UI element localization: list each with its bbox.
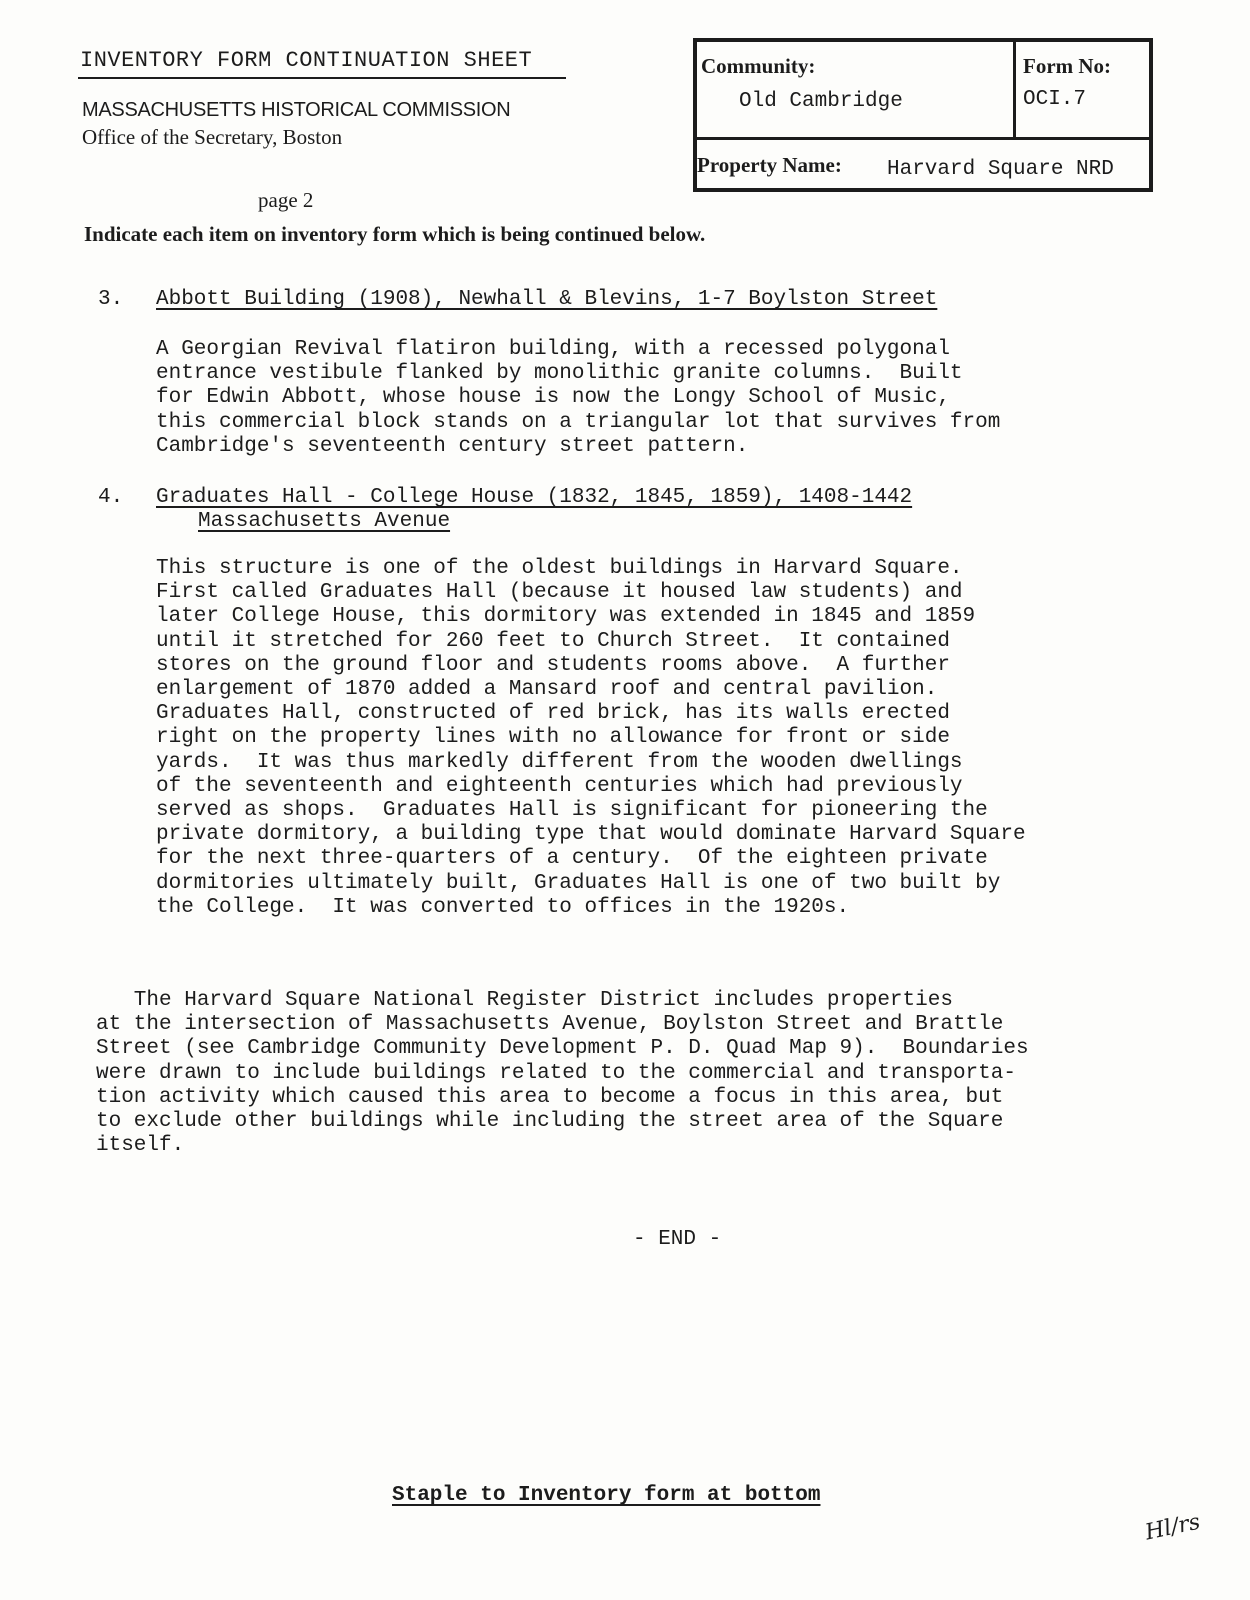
form-no-label: Form No: — [1023, 54, 1112, 78]
handwritten-initials: Hl/rs — [1143, 1509, 1203, 1546]
instruction-text: Indicate each item on inventory form which is being continued below. — [84, 222, 706, 246]
item-paragraph: A Georgian Revival flatiron building, with a recessed polygonal entrance vestibule flanked by monolithic granite columns. Built for Edwin Abbott, whose house is now the Longy School of Music, this commercial block stands on a triangular lot that survives from Cambridge's seventeenth century street pattern. — [156, 338, 1001, 458]
item-number: 4. — [98, 486, 124, 509]
item-heading-continuation: Massachusetts Avenue — [198, 510, 451, 533]
end-mark: - END - — [633, 1228, 722, 1251]
community-value: Old Cambridge — [739, 90, 903, 113]
property-name-label: Property Name: — [697, 153, 842, 177]
header-info-box — [693, 38, 1153, 192]
form-title-underline — [78, 77, 566, 79]
item-heading: Abbott Building (1908), Newhall & Blevins, 1-7 Boylston Street — [156, 288, 938, 311]
item-paragraph: This structure is one of the oldest buildings in Harvard Square. First called Graduates Hall (because it housed law students) and later College House, this dormitory was extended in 1845 and 1859 until it stretched for 260 feet to Church Street. It contained stores on the ground floor and students rooms above. A further enlargement of 1870 added a Mansard roof and central pavilion. Graduates Hall, constructed of red brick, has its walls erected right on the property lines with no allowance for front or side yards. It was thus markedly different from the wooden dwellings of the seventeenth and eighteenth centuries which had previously served as shops. Graduates Hall is significant for pioneering the private dormitory, a building type that would dominate Harvard Square for the next three-quarters of a century. Of the eighteen private dormitories ultimately built, Graduates Hall is one of two built by the College. It was converted to offices in the 1920s. — [156, 557, 1026, 919]
item-heading: Graduates Hall - College House (1832, 1845, 1859), 1408-1442 — [156, 486, 913, 509]
form-title: INVENTORY FORM CONTINUATION SHEET — [80, 48, 533, 73]
property-name-value: Harvard Square NRD — [887, 158, 1114, 181]
form-no-value: OCI.7 — [1023, 88, 1087, 111]
office-name: Office of the Secretary, Boston — [82, 125, 343, 149]
community-label: Community: — [701, 54, 816, 78]
page-number: page 2 — [258, 188, 314, 212]
header-box-horizontal-divider — [697, 137, 1149, 140]
header-box-vertical-divider — [1013, 42, 1016, 138]
item-number: 3. — [98, 288, 124, 311]
staple-instruction: Staple to Inventory form at bottom — [392, 1484, 821, 1507]
commission-name: MASSACHUSETTS HISTORICAL COMMISSION — [82, 99, 511, 121]
district-paragraph: The Harvard Square National Register District includes properties at the intersection of Massachusetts Avenue, Boylston Street and Brattle Street (see Cambridge Community Development P. D. Quad Map 9). Boundaries were drawn to include buildings related to the commercial and transporta- tion activity which caused this area to become a focus in this area, but to exclude other buildings while including the street area of the Square itself. — [96, 989, 1029, 1158]
